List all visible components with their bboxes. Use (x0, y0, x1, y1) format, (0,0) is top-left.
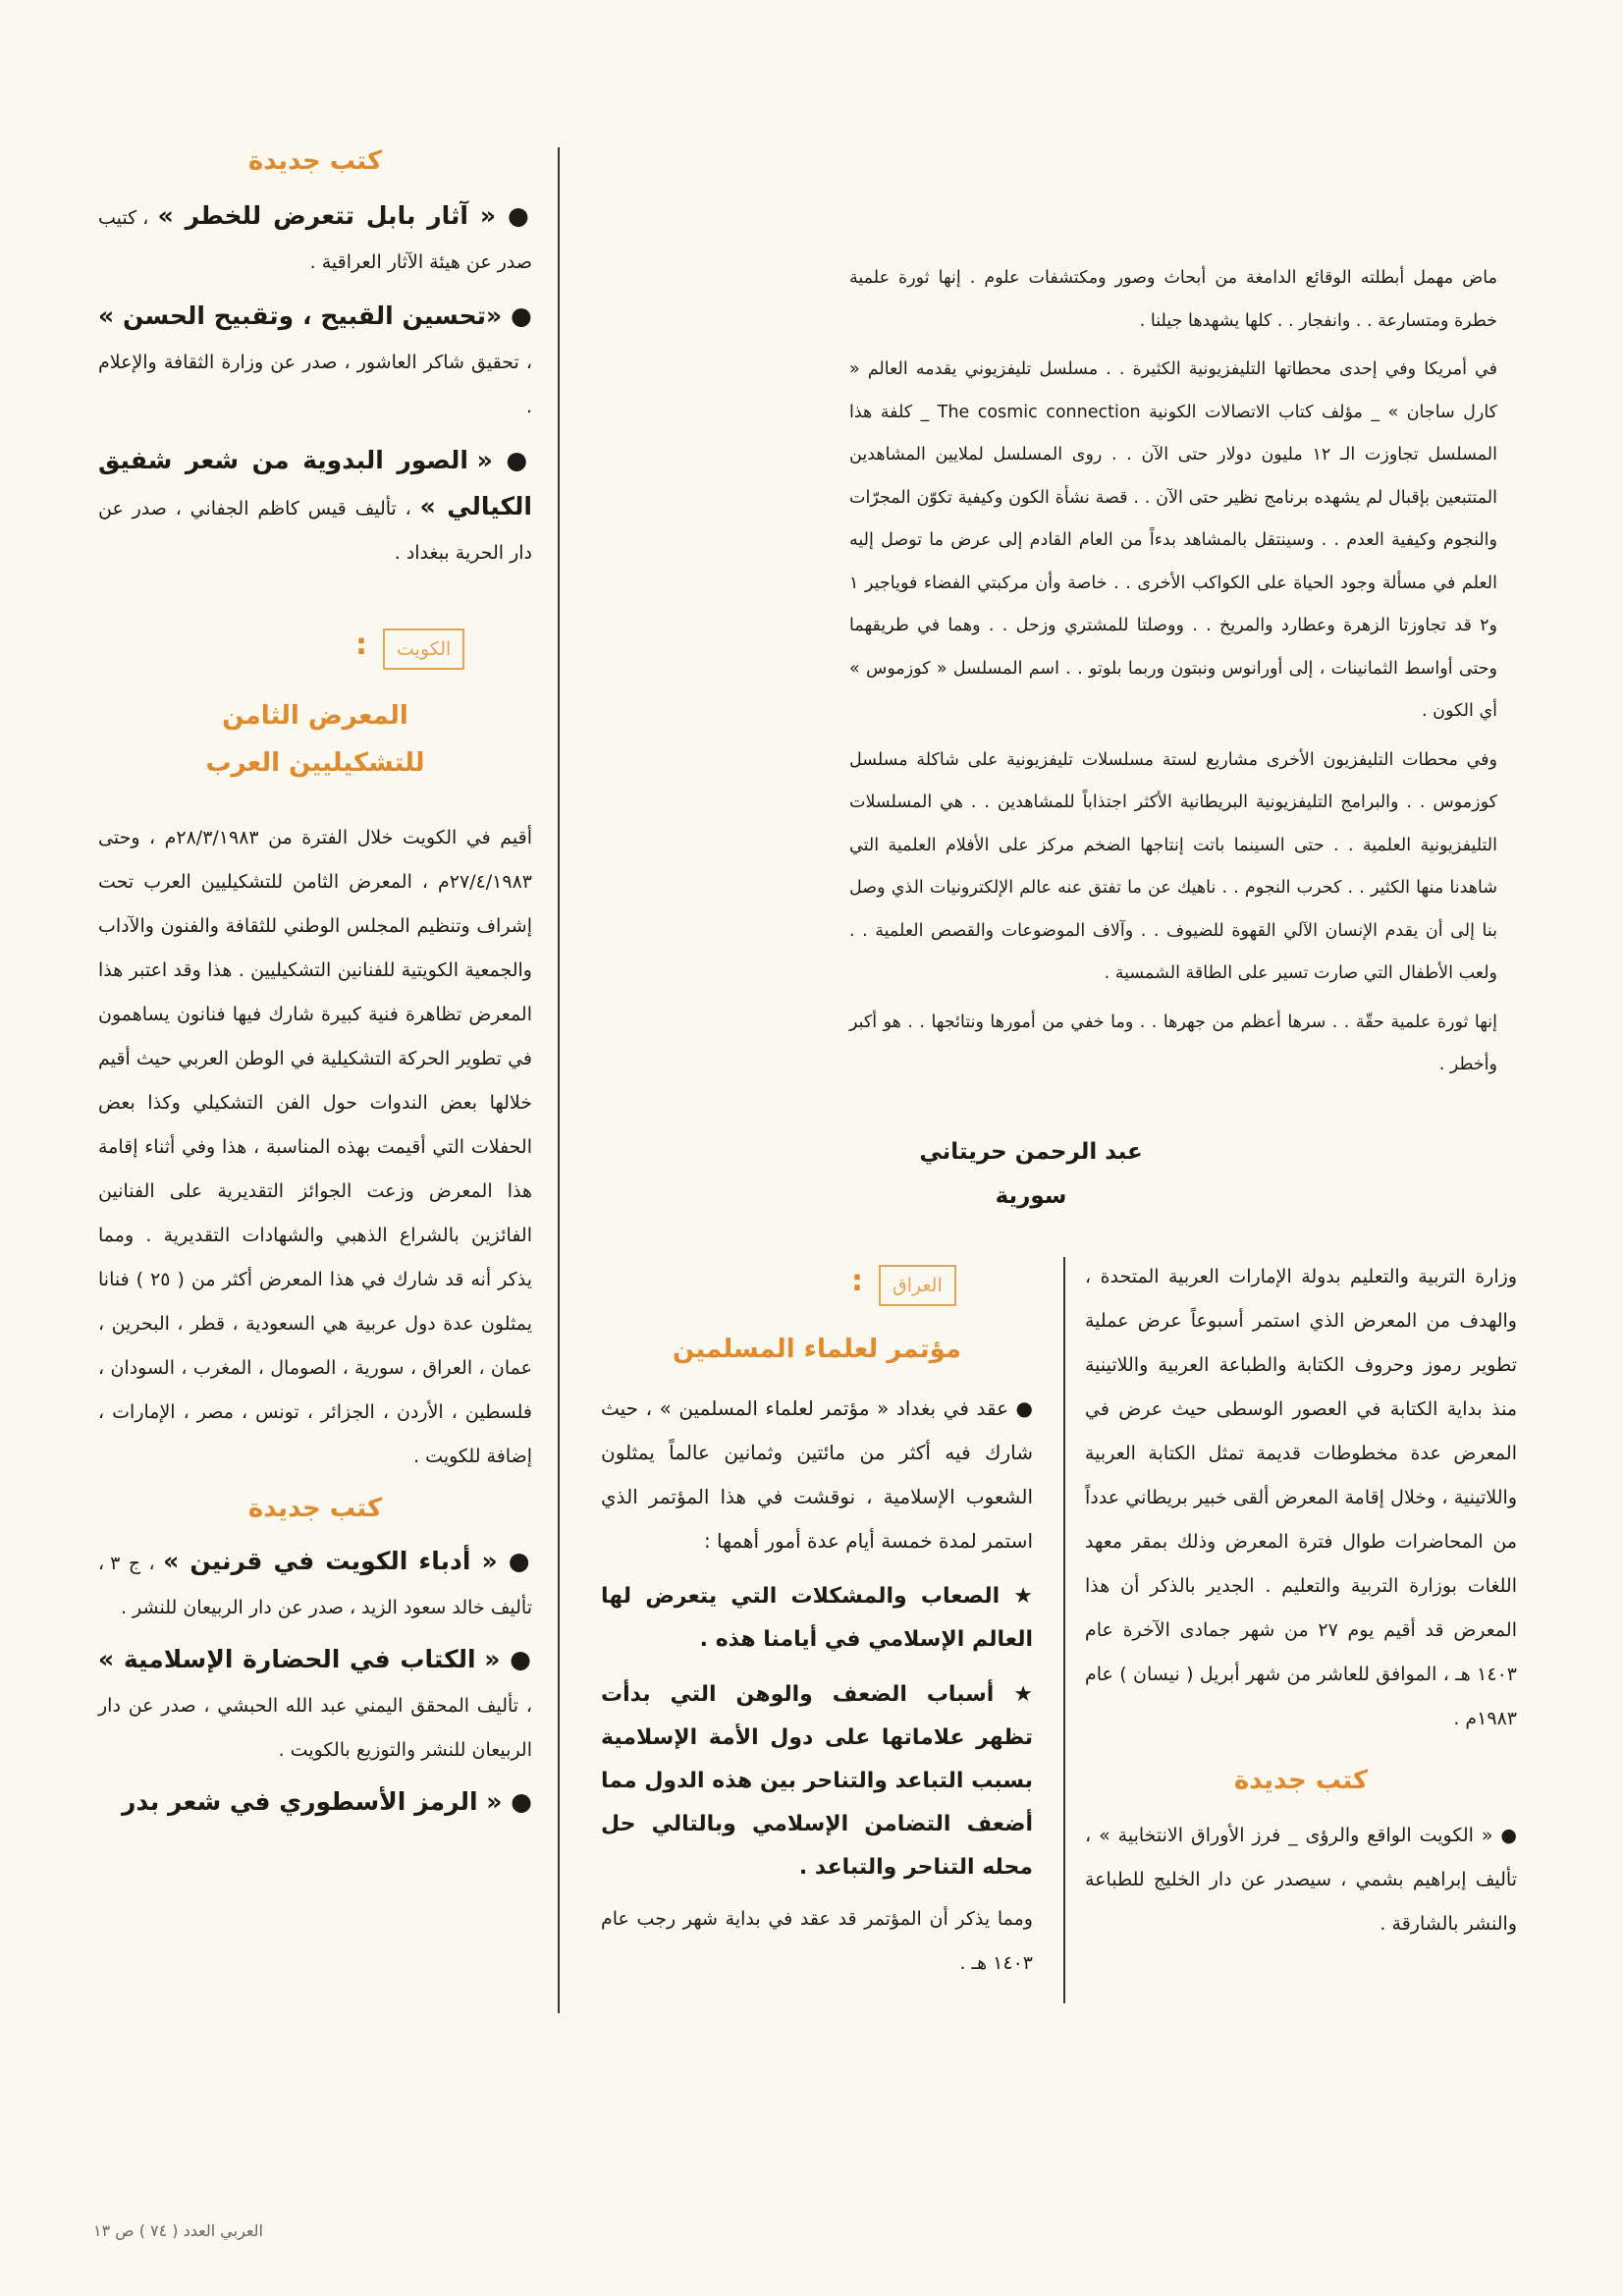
new-books-heading-2: كتب جديدة (247, 1494, 383, 1523)
book-item: ● « الرمز الأسطوري في شعر بدر (98, 1780, 532, 1827)
conference-closing: ومما يذكر أن المؤتمر قد عقد في بداية شهر رجب عام ١٤٠٣ هـ . (601, 1908, 1033, 1974)
new-books-heading-3: كتب جديدة (1233, 1766, 1369, 1795)
book-item: ● « الصور البدوية من شعر شفيق الكيالي » ، تأليف قيس كاظم الجفاني ، صدر عن دار الحرية ببغداد . (98, 439, 532, 575)
conference-intro: ● عقد في بغداد « مؤتمر لعلماء المسلمين » ، حيث شارك فيه أكثر من مائتين وثمانين عالماً يمثلون الشعوب الإسلامية ، نوقشت في هذا المؤتمر الذي استمر لمدة خمسة أيام عدة أمور أهمها : (601, 1396, 1033, 1553)
book-item: ● « آثار بابل تتعرض للخطر » ، كتيب صدر عن هيئة الآثار العراقية . (98, 194, 532, 285)
book-item: ● « الكتاب في الحضارة الإسلامية » ، تأليف المحقق اليمني عبد الله الحبشي ، صدر عن دار الربيعان للنشر والتوزيع بالكويت . (98, 1638, 532, 1773)
book-item: ● «تحسين القبيح ، وتقبيح الحسن » ، تحقيق شاكر العاشور ، صدر عن وزارة الثقافة والإعلام . (98, 295, 532, 429)
conference-point: ★ أسباب الضعف والوهن التي بدأت تظهر علاماتها على دول الأمة الإسلامية بسبب التباعد والتناحر بين هذه الدول مما أضعف التضامن الإسلامي وبالتالي حل محله التناحر والتباعد . (601, 1682, 1033, 1880)
left-column-article (98, 692, 532, 1827)
author-country: سورية (995, 1183, 1067, 1209)
paragraph: إنها ثورة علمية حقّة . . سرها أعظم من جهرها . . وما خفي من أمورها ونتائجها . . هو أكبر وأخطر . (849, 1011, 1497, 1074)
paragraph: وفي محطات التليفزيون الأخرى مشاريع لستة مسلسلات تليفزيونية على شاكلة مسلسل كوزموس . . والبرامج التليفزيونية البريطانية الأكثر اجتذاباً للمشاهدين . . هي المسلسلات التليفزيونية العلمية . . حتى السينما باتت إنتاجها الضخم مركز على الأفلام العلمية التي شاهدنا منها الكثير . . كحرب النجوم . . ناهيك عن ما تفتق عنه عالم الإلكترونيات الذي وصل بنا إلى أن يقدم الإنسان الآلي القهوة للضيوف . . وآلاف الموضوعات والقصص العلمية . . ولعب الأطفال التي صارت تسير على الطاقة الشمسية . (849, 749, 1497, 983)
iraq-section-tag: العراق : (879, 1265, 956, 1306)
paragraph: ماض مهمل أبطلته الوقائع الدامغة من أبحاث وصور ومكتشفات علوم . إنها ثورة علمية خطرة ومتسارعة . . وانفجار . . كلها يشهدها جيلنا . (849, 268, 1497, 331)
new-books-heading-1: كتب جديدة (247, 146, 383, 176)
author-name: عبد الرحمن حريتاني (919, 1139, 1143, 1165)
exhibition-article: أقيم في الكويت خلال الفترة من ٢٨/٣/١٩٨٣م ، وحتى ٢٧/٤/١٩٨٣م ، المعرض الثامن للتشكيليين العرب تحت إشراف وتنظيم المجلس الوطني للثقافة والفنون والآداب والجمعية الكويتية للفنانين التشكيليين . هذا وقد اعتبر هذا المعرض تظاهرة فنية كبيرة شارك فيها فنانون يساهمون في تطوير الحركة التشكيلية في الوطن العربي حيث أقيم خلالها بعض الندوات حول الفن التشكيلي وكذا بعض الحفلات التي أقيمت بهذه المناسبة ، هذا وفي أثناء إقامة هذا المعرض وزعت الجوائز التقديرية على الفنانين الفائزين بالشراع الذهبي والشهادات التقديرية . ومما يذكر أنه قد شارك في هذا المعرض أكثر من ( ٢٥ ) فنانا يمثلون عدة دول عربية هي السعودية ، قطر ، البحرين ، عمان ، العراق ، سورية ، الصومال ، المغرب ، السودان ، فلسطين ، الأردن ، الجزائر ، تونس ، مصر ، الإمارات ، إضافة للكويت . (98, 827, 532, 1467)
exhibition-heading-line-1: المعرض الثامن (222, 701, 408, 731)
column-divider-bottom (1063, 1257, 1065, 2003)
book-item: ● « الكويت الواقع والرؤى _ فرز الأوراق الانتخابية » ، تأليف إبراهيم بشمي ، سيصدر عن دار الخليج للطباعة والنشر بالشارقة . (1085, 1825, 1517, 1935)
colon-icon: : (851, 1264, 863, 1298)
middle-column (601, 1326, 1033, 1986)
conference-point: ★ الصعاب والمشكلات التي يتعرض لها العالم الإسلامي في أيامنا هذه . (601, 1584, 1033, 1652)
colon-icon: : (355, 628, 367, 662)
right-bottom-column (1085, 1255, 1517, 1946)
left-column (98, 137, 532, 575)
exhibition-heading-line-2: للتشكيليين العرب (205, 748, 425, 778)
book-item: ● « أدباء الكويت في قرنين » ، ج ٣ ، تأليف خالد سعود الزيد ، صدر عن دار الربيعان للنشر . (98, 1540, 532, 1630)
kuwait-section-tag: الكويت : (383, 629, 464, 670)
page-footer: العربي العدد ( ٧٤ ) ص ١٣ (93, 2221, 263, 2240)
uae-exhibition-article: وزارة التربية والتعليم بدولة الإمارات العربية المتحدة ، والهدف من المعرض الذي استمر أسبوعاً عرض عملية تطوير رموز وحروف الكتابة والطباعة العربية واللاتينية منذ بداية الكتابة في العصور الوسطى حيث عرض في المعرض عدة مخطوطات قديمة تمثل الكتابة العربية واللاتينية ، وخلال إقامة المعرض ألقى خبير بريطاني عدداً من المحاضرات طوال فترة المعرض وذلك بمقر معهد اللغات بوزارة التربية والتعليم . الجدير بالذكر أن هذا المعرض قد أقيم يوم ٢٧ من شهر جمادى الآخرة عام ١٤٠٣ هـ ، الموافق للعاشر من شهر أبريل ( نيسان ) عام ١٩٨٣م . (1085, 1266, 1517, 1729)
paragraph: في أمريكا وفي إحدى محطاتها التليفزيونية الكثيرة . . مسلسل تليفزيوني يقدمه العالم « كارل ساجان » _ مؤلف كتاب الاتصالات الكونية The cosmic connection _ كلفة هذا المسلسل تجاوزت الـ ١٢ مليون دولار حتى الآن . . روى المسلسل لملايين المشاهدين المتتبعين بإقبال لم يشهده برنامج نظير حتى الآن . . قصة نشأة الكون وكيفية تكوّن المجرّات والنجوم وكيفية العدم . . وسينتقل بالمشاهد بدءاً من العام القادم إلى عرض ما توصل إليه العلم في مسألة وجود الحياة على الكواكب الأخرى . . خاصة وأن مركبتي الفضاء فوياجير ١ و٢ قد تجاوزتا الزهرة وعطارد والمريخ . . ووصلتا للمشتري وزحل . . وهما في طريقهما وحتى أواسط الثمانينات ، إلى أورانوس ونبتون وربما بلوتو . . اسم المسلسل « كوزموس » أي الكون . (849, 359, 1497, 721)
conference-heading: مؤتمر لعلماء المسلمين (672, 1335, 962, 1364)
column-divider-main (558, 147, 560, 2013)
right-column-article (849, 257, 1497, 1087)
